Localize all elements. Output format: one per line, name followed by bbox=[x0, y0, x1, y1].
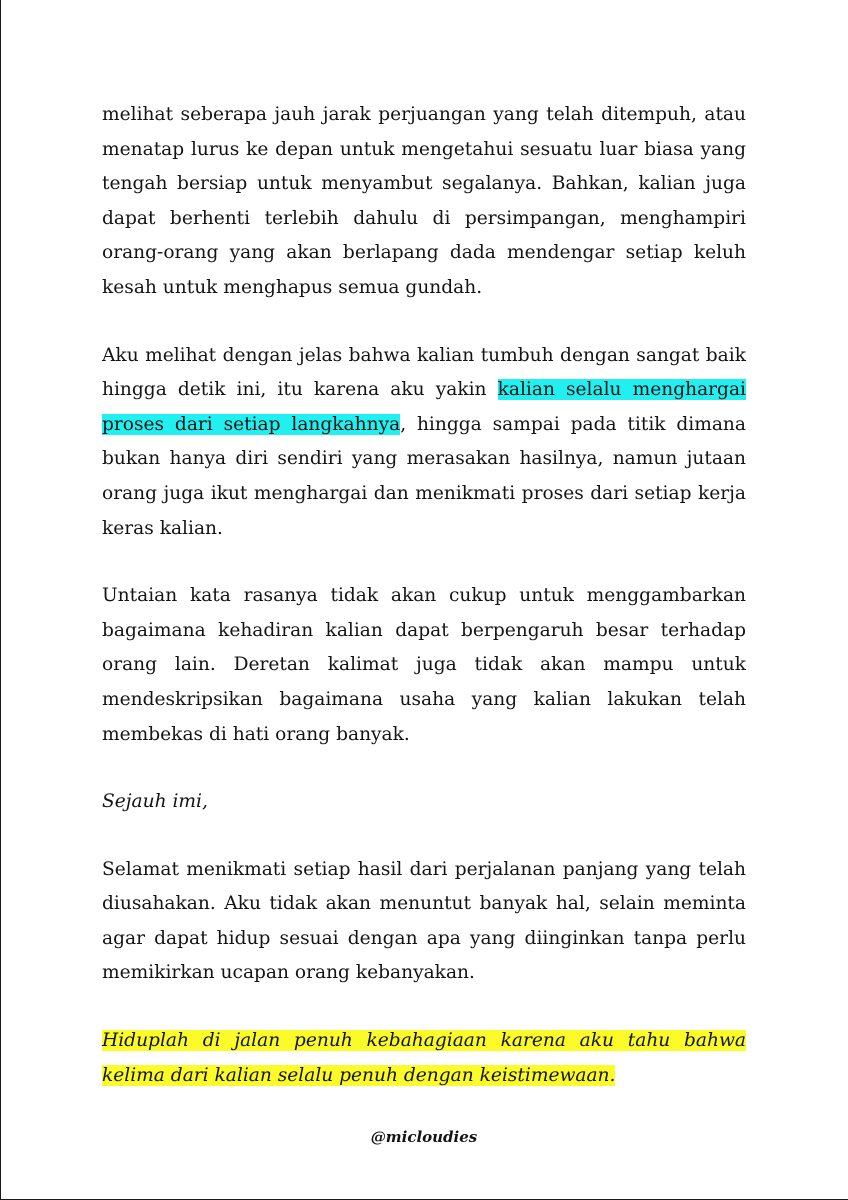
paragraph-1: melihat seberapa jauh jarak perjuangan yang telah ditempuh, atau menatap lurus ke depan untuk mengetahui sesuatu luar biasa yang tengah bersiap untuk menyambut segalanya. Bahkan, kalian juga dapat berhenti terlebih dahulu di persimpangan, menghampiri orang-orang yang akan berlapang dada mendengar setiap keluh kesah untuk menghapus semua gundah. bbox=[102, 104, 746, 298]
paragraph-6-closing bbox=[102, 1024, 746, 1093]
paragraph-2 bbox=[102, 339, 746, 547]
document-page bbox=[102, 98, 746, 1126]
paragraph-5: Selamat menikmati setiap hasil dari perjalanan panjang yang telah diusahakan. Aku tidak akan menuntut banyak hal, selain meminta agar dapat hidup sesuai dengan apa yang diinginkan tanpa perlu memikirkan ucapan orang kebanyakan. bbox=[102, 858, 746, 984]
yellow-highlighted-text: Hiduplah di jalan penuh kebahagiaan karena aku tahu bahwa kelima dari kalian selalu penuh dengan keistimewaan. bbox=[102, 1030, 746, 1086]
author-signature: @micloudies bbox=[370, 1128, 478, 1146]
cyan-highlighted-text: kalian selalu menghargai proses dari setiap langkahnya bbox=[102, 379, 746, 435]
page-border-left bbox=[0, 0, 1, 1200]
paragraph-2-text-before: Aku melihat dengan jelas bahwa kalian tumbuh dengan sangat baik hingga detik ini, itu karena aku yakin bbox=[102, 344, 746, 401]
paragraph-2-text-after: , hingga sampai pada titik dimana bukan hanya diri sendiri yang merasakan hasilnya, namun jutaan orang juga ikut menghargai dan menikmati proses dari setiap kerja keras kalian. bbox=[102, 413, 746, 539]
paragraph-4-italic-line: Sejauh imi, bbox=[102, 791, 208, 813]
paragraph-3: Untaian kata rasanya tidak akan cukup untuk menggambarkan bagaimana kehadiran kalian dapat berpengaruh besar terhadap orang lain. Deretan kalimat juga tidak akan mampu untuk mendeskripsikan bagaimana usaha yang kalian lakukan telah membekas di hati orang banyak. bbox=[102, 585, 746, 745]
